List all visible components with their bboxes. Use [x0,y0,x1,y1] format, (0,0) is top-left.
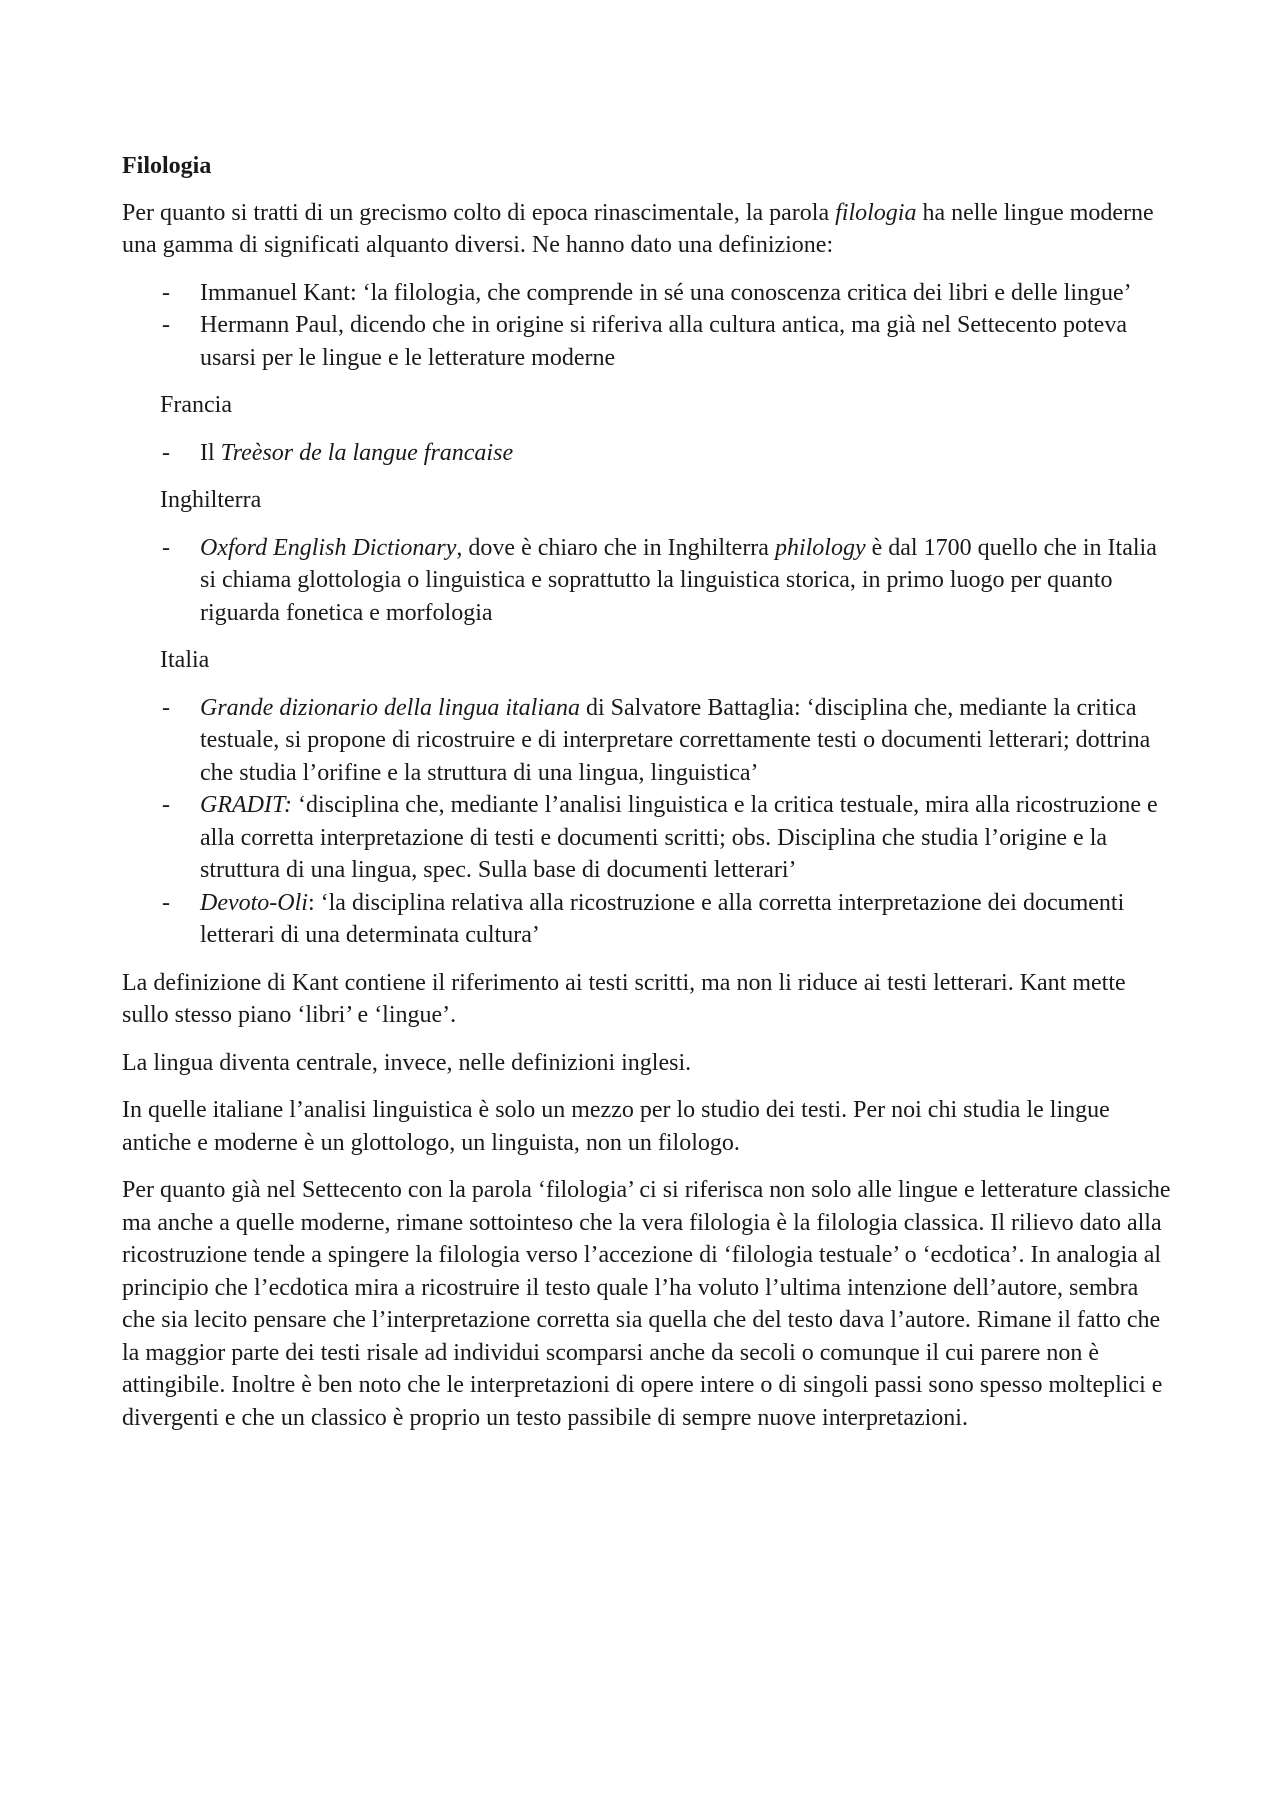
dictionary-title: Devoto-Oli [200,889,308,916]
dash-bullet: - [162,439,170,466]
italia-list [122,692,1172,952]
list-item-text: : ‘la disciplina relativa alla ricostruzione e alla corretta interpretazione dei documenti letterari di una determinata cultura’ [200,889,1125,948]
list-item [122,887,1172,952]
region-heading-inghilterra: Inghilterra [160,487,262,513]
list-item-text: Il [200,439,221,466]
body-paragraph: Per quanto già nel Settecento con la parola ‘filologia’ ci si riferisca non solo alle lingue e letterature classiche ma anche a quelle moderne, rimane sottointeso che la vera filologia è la filologia classica. Il rilievo dato alla ricostruzione tende a spingere la filologia verso l’accezione di ‘filologia testuale’ o ‘ecdotica’. In analogia al principio che l’ecdotica mira a ricostruire il testo quale l’ha voluto l’ultima intenzione dell’autore, sembra che sia lecito pensare che l’interpretazione corretta sia quella che del testo dava l’autore. Rimane il fatto che la maggior parte dei testi risale ad individui scomparsi anche da secoli o comunque il cui parere non è attingibile. Inoltre è ben noto che le interpretazioni di opere intere o di singoli passi sono spesso molteplici e divergenti e che un classico è proprio un testo passibile di sempre nuove interpretazioni. [122,1177,1171,1431]
list-item-text: Hermann Paul, dicendo che in origine si riferiva alla cultura antica, ma già nel Settecento poteva usarsi per le lingue e le letterature moderne [200,312,1127,371]
dictionary-title: Oxford English Dictionary [200,534,457,561]
intro-paragraph [122,197,1172,262]
francia-list [122,437,1172,470]
list-item-text: , dove è chiaro che in Inghilterra [456,534,775,561]
list-item-text: è dal 1700 quello che in Italia si chiama glottologia o linguistica e soprattutto la linguistica storica, in primo luogo per quanto riguarda fonetica e morfologia [200,534,1157,626]
list-item [122,692,1172,790]
intro-text-before: Per quanto si tratti di un grecismo colto di epoca rinascimentale, la parola [122,199,836,226]
intro-italic-term: filologia [835,199,917,226]
document-page [122,150,1172,1449]
body-paragraph: In quelle italiane l’analisi linguistica è solo un mezzo per lo studio dei testi. Per noi chi studia le lingue antiche e moderne è un glottologo, un linguista, non un filologo. [122,1097,1110,1156]
body-paragraph: La lingua diventa centrale, invece, nelle definizioni inglesi. [122,1049,692,1076]
dictionary-title: Grande dizionario della lingua italiana [200,694,581,721]
dictionary-title: Treèsor de la langue francaise [220,439,514,466]
dash-bullet: - [162,534,170,561]
list-item [122,532,1172,630]
list-item-text: di Salvatore Battaglia: ‘disciplina che, mediante la critica testuale, si propone di ricostruire e di interpretare correttamente testi o documenti letterari; dottrina che studia l’orifine e la struttura di una lingua, linguistica’ [200,694,1151,786]
inghilterra-list [122,532,1172,630]
italic-term: philology [774,534,866,561]
dash-bullet: - [162,279,170,306]
region-heading-francia: Francia [160,392,232,418]
list-item [122,277,1172,310]
list-item [122,789,1172,887]
list-item [122,437,1172,470]
dash-bullet: - [162,889,170,916]
list-item-text: ‘disciplina che, mediante l’analisi linguistica e la critica testuale, mira alla ricostruzione e alla corretta interpretazione di testi e documenti scritti; obs. Disciplina che studia l’origine e la struttura di una lingua, spec. Sulla base di documenti letterari’ [200,792,1158,883]
dash-bullet: - [162,694,170,721]
document-title: Filologia [122,153,212,179]
intro-text-after: ha nelle lingue moderne una gamma di significati alquanto diversi. Ne hanno dato una definizione: [122,199,1154,258]
dash-bullet: - [162,312,170,338]
list-item-text: Immanuel Kant: ‘la filologia, che comprende in sé una conoscenza critica dei libri e delle lingue’ [200,279,1132,306]
dash-bullet: - [162,792,170,818]
dictionary-title: GRADIT: [200,792,292,818]
general-definitions-list [122,277,1172,375]
region-heading-italia: Italia [160,647,210,673]
body-paragraph: La definizione di Kant contiene il riferimento ai testi scritti, ma non li riduce ai testi letterari. Kant mette sullo stesso piano ‘libri’ e ‘lingue’. [122,969,1126,1028]
list-item [122,309,1172,374]
